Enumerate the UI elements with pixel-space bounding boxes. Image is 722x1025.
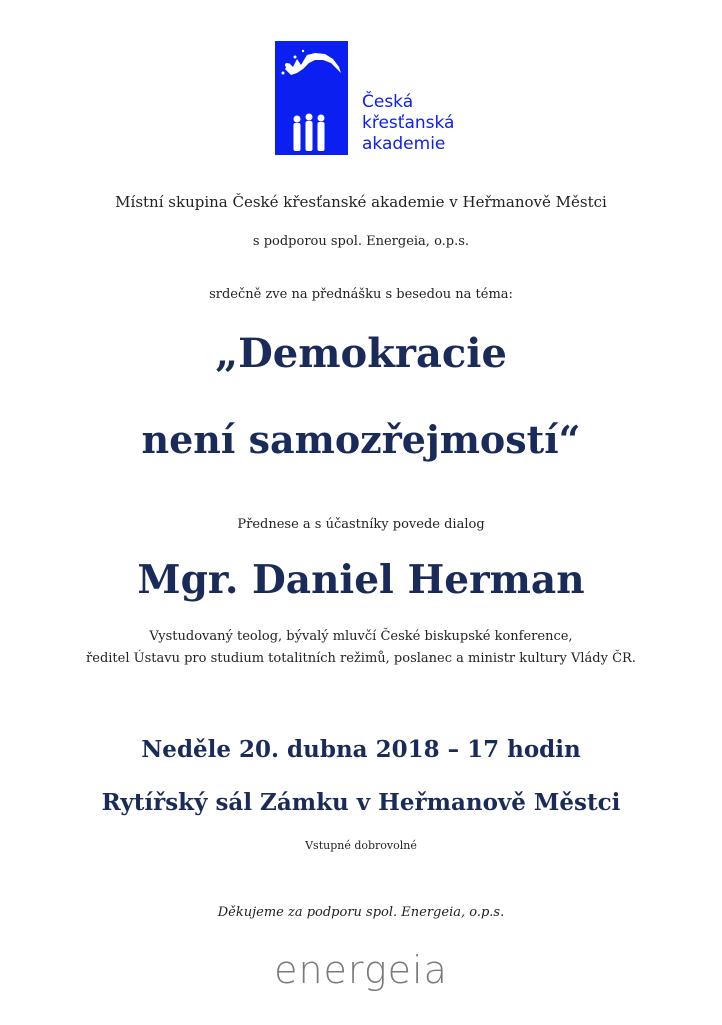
speaker-name: Mgr. Daniel Herman — [137, 557, 585, 603]
energeia-logo: energeia — [274, 948, 448, 992]
thanks-line: Děkujeme za podporu spol. Energeia, o.p.s. — [217, 905, 505, 920]
entry-note: Vstupné dobrovolné — [305, 839, 417, 852]
logo-figures-icon — [275, 41, 348, 155]
speaker-intro: Přednese a s účastníky povede dialog — [237, 517, 485, 532]
cka-logo-mark — [275, 41, 348, 155]
cka-logo-text — [362, 92, 482, 155]
logo-line-2: křesťanská — [362, 113, 455, 133]
event-date: Neděle 20. dubna 2018 – 17 hodin — [141, 736, 581, 763]
lecture-title-line-1: „Demokracie — [215, 330, 507, 377]
logo-line-1: Česká — [362, 92, 414, 112]
lecture-title-line-2: není samozřejmostí“ — [141, 417, 581, 462]
invite-line: srdečně zve na přednášku s besedou na téma: — [209, 287, 513, 302]
speaker-bio-line-1: Vystudovaný teolog, bývalý mluvčí České biskupské konference, — [149, 629, 573, 644]
organizer-line: Místní skupina České křesťanské akademie v Heřmanově Městci — [115, 193, 607, 211]
speaker-bio-line-2: ředitel Ústavu pro studium totalitních režimů, poslanec a ministr kultury Vlády ČR. — [86, 651, 636, 666]
logo-line-3: akademie — [362, 134, 446, 154]
sponsor-line: s podporou spol. Energeia, o.p.s. — [252, 234, 470, 249]
event-place: Rytířský sál Zámku v Heřmanově Městci — [101, 789, 621, 816]
